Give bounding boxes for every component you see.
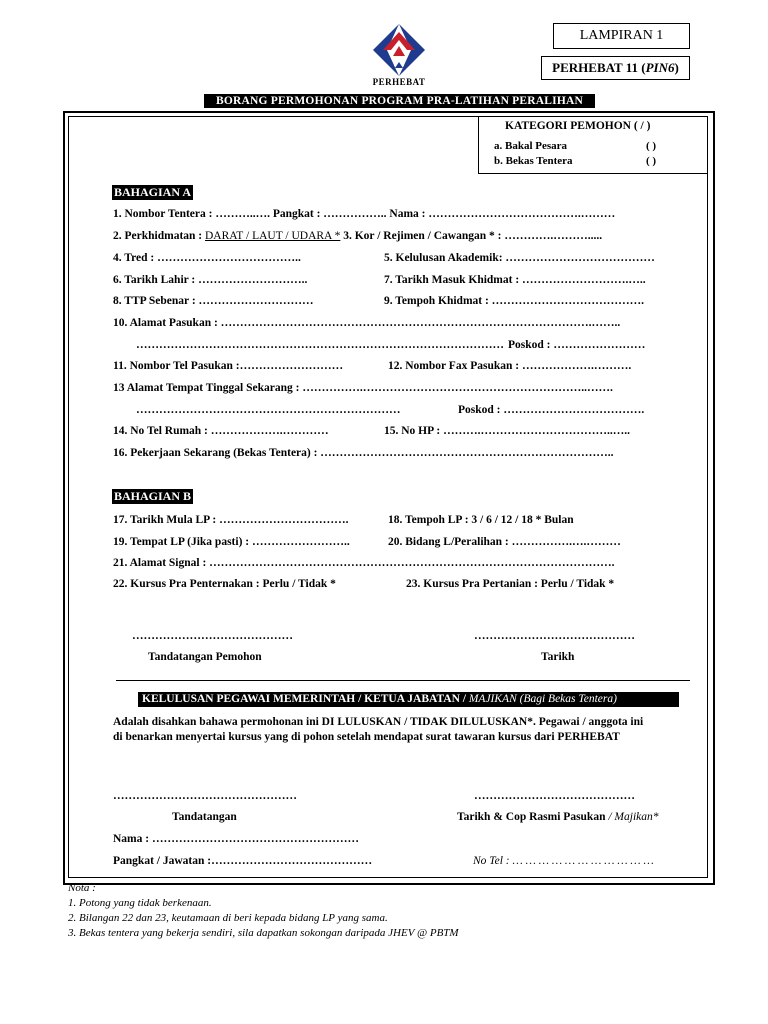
logo-text: PERHEBAT	[372, 77, 426, 87]
field-tempoh-lp[interactable]: 18. Tempoh LP : 3 / 6 / 12 / 18 * Bulan	[388, 514, 574, 526]
field-no-hp[interactable]: 15. No HP : ……….……………………………..…..	[384, 425, 630, 437]
field-bidang-peralihan[interactable]: 20. Bidang L/Peralihan : …………….….………	[388, 536, 621, 548]
field-tarikh-masuk-khidmat[interactable]: 7. Tarikh Masuk Khidmat : ……………………….…..	[384, 274, 646, 286]
field-kursus-pra-pertanian[interactable]: 23. Kursus Pra Pertanian : Perlu / Tidak *	[406, 578, 615, 590]
field-tred[interactable]: 4. Tred : ………………………………..	[113, 252, 301, 264]
field-nombor-tentera-pangkat-nama[interactable]: 1. Nombor Tentera : ………..…. Pangkat : …………….. Nama : ………………………………….………	[113, 208, 616, 220]
field-tarikh-lahir[interactable]: 6. Tarikh Lahir : ………………………..	[113, 274, 308, 286]
kategori-a-checkbox[interactable]: ( )	[646, 140, 657, 152]
kategori-b-label: b. Bekas Tentera	[494, 155, 573, 167]
field-ttp-sebenar[interactable]: 8. TTP Sebenar : …………………………	[113, 295, 314, 307]
field-kursus-pra-penternakan[interactable]: 22. Kursus Pra Penternakan : Perlu / Tidak *	[113, 578, 336, 590]
field-perkhidmatan[interactable]: 2. Perkhidmatan : DARAT / LAUT / UDARA * 3. Kor / Rejimen / Cawangan * : ………….……….....	[113, 230, 603, 242]
nota-item-2: 2. Bilangan 22 dan 23, keutamaan di beri kepada bidang LP yang sama.	[68, 912, 388, 924]
field-kelulusan-akademik[interactable]: 5. Kelulusan Akademik: …………………………………	[384, 252, 655, 264]
bahagian-a-heading: BAHAGIAN A	[114, 185, 192, 199]
field-alamat-tinggal-line2[interactable]: ……………………………………………………………	[136, 404, 401, 416]
signature-line-pegawai[interactable]: …………………………………………	[113, 790, 297, 802]
date-label-pemohon: Tarikh	[541, 651, 575, 663]
field-no-tel-pegawai[interactable]: No Tel : … … … … … … … … … … …	[473, 855, 654, 867]
nota-title: Nota :	[68, 882, 96, 894]
field-pekerjaan-sekarang[interactable]: 16. Pekerjaan Sekarang (Bekas Tentera) : …………………………………………………………………..	[113, 447, 614, 459]
form-code: PERHEBAT 11 (PIN6)	[541, 56, 690, 80]
kelulusan-statement-line1: Adalah disahkan bahawa permohonan ini DI LULUSKAN / TIDAK DILULUSKAN*. Pegawai / anggota ini	[113, 716, 644, 728]
field-no-tel-rumah[interactable]: 14. No Tel Rumah : ……………….…………	[113, 425, 329, 437]
form-title: BORANG PERMOHONAN PROGRAM PRA-LATIHAN PERALIHAN	[204, 94, 595, 108]
field-alamat-tempat-tinggal[interactable]: 13 Alamat Tempat Tinggal Sekarang : …………….…………………………………………………..…….	[113, 382, 613, 394]
field-poskod-tinggal[interactable]: Poskod : ……………………………….	[458, 404, 645, 416]
field-tarikh-mula-lp[interactable]: 17. Tarikh Mula LP : …………………………….	[113, 514, 349, 526]
lampiran-label: LAMPIRAN 1	[553, 23, 690, 49]
signature-line-pemohon[interactable]: ……………………………………	[132, 630, 293, 642]
perhebat-logo	[367, 22, 431, 78]
kategori-b-checkbox[interactable]: ( )	[646, 155, 657, 167]
kategori-a-label: a. Bakal Pesara	[494, 140, 568, 152]
date-line-pegawai[interactable]: ……………………………………	[474, 790, 635, 802]
signature-label-pemohon: Tandatangan Pemohon	[148, 651, 262, 663]
field-tempoh-khidmat[interactable]: 9. Tempoh Khidmat : ………………………………….	[384, 295, 645, 307]
kelulusan-heading: KELULUSAN PEGAWAI MEMERINTAH / KETUA JABATAN / MAJIKAN (Bagi Bekas Tentera)	[138, 692, 679, 707]
field-poskod-pasukan[interactable]: Poskod : ……………………	[508, 339, 646, 351]
nota-item-1: 1. Potong yang tidak berkenaan.	[68, 897, 212, 909]
nota-item-3: 3. Bekas tentera yang bekerja sendiri, sila dapatkan sokongan daripada JHEV @ PBTM	[68, 927, 459, 939]
signature-label-pegawai: Tandatangan	[172, 811, 237, 823]
section-divider	[116, 680, 690, 681]
kelulusan-statement-line2: di benarkan menyertai kursus yang di pohon setelah mendapat surat tawaran kursus dari PERHEBAT	[113, 731, 620, 743]
field-nombor-tel-pasukan[interactable]: 11. Nombor Tel Pasukan :………………………	[113, 360, 344, 372]
field-nama-pegawai[interactable]: Nama : ………………………………………………	[113, 833, 359, 845]
date-cop-label: Tarikh & Cop Rasmi Pasukan / Majikan*	[457, 811, 659, 823]
bahagian-b-heading: BAHAGIAN B	[114, 489, 192, 503]
field-tempat-lp[interactable]: 19. Tempat LP (Jika pasti) : ……………………..	[113, 536, 350, 548]
field-alamat-pasukan-line2[interactable]: ……………………………………………………………………………………	[136, 339, 504, 351]
date-line-pemohon[interactable]: ……………………………………	[474, 630, 635, 642]
field-alamat-pasukan[interactable]: 10. Alamat Pasukan : …………………………………………………………………………………….……..	[113, 317, 621, 329]
field-pangkat-jawatan[interactable]: Pangkat / Jawatan :……………………………………	[113, 855, 373, 867]
field-nombor-fax-pasukan[interactable]: 12. Nombor Fax Pasukan : ……………….……….	[388, 360, 632, 372]
field-alamat-signal[interactable]: 21. Alamat Signal : …………………………………………………………………………………………….	[113, 557, 615, 569]
kategori-title: KATEGORI PEMOHON ( / )	[505, 120, 651, 132]
